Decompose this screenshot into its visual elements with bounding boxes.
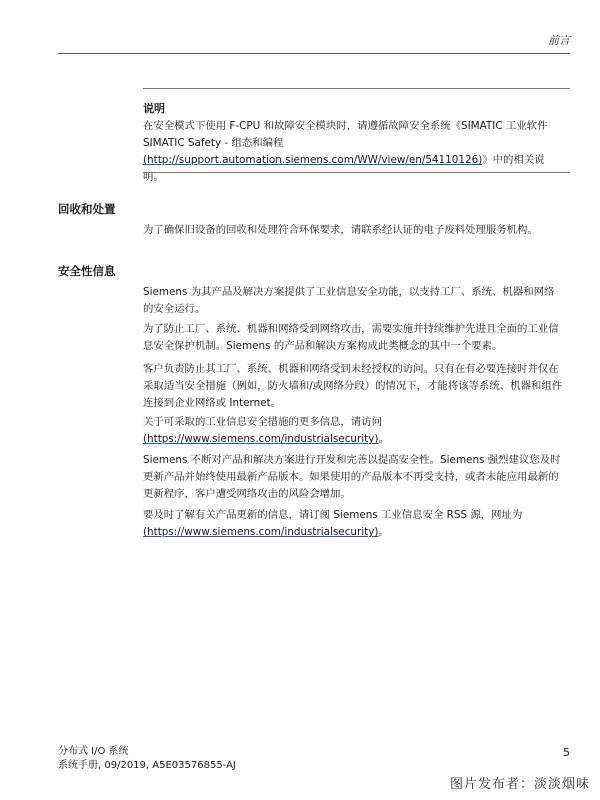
header-section-title: 前言 bbox=[548, 34, 570, 47]
security-p6-link-line bbox=[143, 524, 563, 541]
security-p6-text: 要及时了解有关产品更新的信息，请订阅 Siemens 工业信息安全 RSS 源，网址为 bbox=[143, 509, 523, 521]
footer-manual-info: 系统手册, 09/2019, A5E03576855-AJ bbox=[58, 760, 236, 771]
recycling-text: 为了确保旧设备的回收和处理符合环保要求，请联系经认证的电子废料处理服务机构。 bbox=[143, 224, 538, 236]
note-line-3-suffix: 》中的相关说明。 bbox=[143, 154, 545, 183]
header-divider bbox=[58, 53, 570, 54]
page-number: 5 bbox=[563, 746, 570, 759]
note-line-2: SIMATIC Safety - 组态和编程 bbox=[143, 137, 284, 149]
security-paragraph-6 bbox=[143, 507, 563, 541]
footer-manual-title: 分布式 I/O 系统 bbox=[58, 746, 129, 757]
security-p4-text: 关于可采取的工业信息安全措施的更多信息，请访问 bbox=[143, 416, 382, 428]
note-top-divider bbox=[143, 88, 570, 89]
note-line-1: 在安全模式下使用 F-CPU 和故障安全模块时，请遵循故障安全系统《SIMATIC 工业软件 bbox=[143, 120, 548, 132]
note-body bbox=[143, 118, 563, 186]
security-title: 安全性信息 bbox=[58, 264, 116, 278]
security-paragraph-3: 客户负责防止其工厂、系统、机器和网络受到未经授权的访问。只有在有必要连接时并仅在采取适当安全措施（例如，防火墙和/或网络分段）的情况下，才能将该等系统、机器和组件连接到企业网络或 Internet。 bbox=[143, 363, 563, 409]
security-p4-end: 。 bbox=[378, 433, 389, 445]
security-p4-link-line bbox=[143, 431, 563, 448]
security-p6-end: 。 bbox=[378, 526, 389, 538]
publisher-watermark: 图片发布者：淡淡烟味 bbox=[449, 777, 590, 792]
industrial-security-link-2[interactable]: (https://www.siemens.com/industrialsecurity) bbox=[143, 526, 379, 538]
security-paragraph-2: 为了防止工厂、系统、机器和网络受到网络攻击，需要实施并持续维护先进且全面的工业信息安全保护机制。Siemens 的产品和解决方案构成此类概念的其中一个要素。 bbox=[143, 323, 559, 352]
security-paragraph-4 bbox=[143, 414, 563, 448]
recycling-title: 回收和处置 bbox=[58, 202, 116, 216]
note-title: 说明 bbox=[143, 102, 165, 115]
industrial-security-link-1[interactable]: (https://www.siemens.com/industrialsecurity) bbox=[143, 433, 379, 445]
security-paragraph-5: Siemens 不断对产品和解决方案进行开发和完善以提高安全性。Siemens 强烈建议您及时更新产品并始终使用最新产品版本。如果使用的产品版本不再受支持，或者未能应用最新的更新程序，客户遭受网络攻击的风险会增加。 bbox=[143, 454, 561, 500]
security-paragraph-1: Siemens 为其产品及解决方案提供了工业信息安全功能，以支持工厂、系统、机器和网络的安全运行。 bbox=[143, 286, 555, 315]
note-bottom-divider bbox=[143, 172, 570, 173]
note-support-link[interactable]: (http://support.automation.siemens.com/WW/view/en/54110126) bbox=[143, 154, 483, 166]
note-line-3 bbox=[143, 152, 563, 186]
